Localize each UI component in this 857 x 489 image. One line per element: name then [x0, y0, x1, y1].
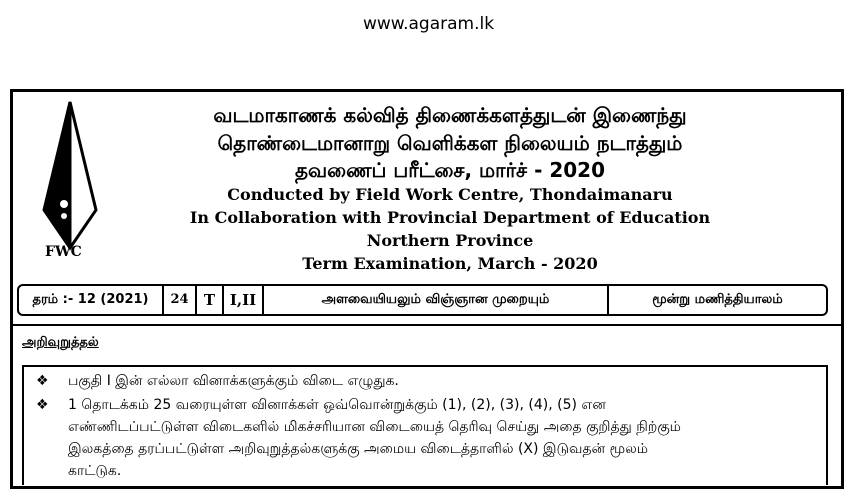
grade-cell: தரம் :- 12 (2021): [19, 286, 164, 314]
duration-cell: மூன்று மணித்தியாலம்: [652, 292, 783, 307]
site-url: www.agaram.lk: [362, 14, 495, 34]
header-tamil-line1: வடமாகாணக் கல்வித் திணைக்களத்துடன் இணைந்து: [213, 103, 687, 127]
header-english-line2: In Collaboration with Provincial Department of Education: [189, 208, 711, 227]
instruction-item-2-line-2: எண்ணிடப்பட்டுள்ள விடைகளில் மிகச்சரியான விடையைத் தெரிவு செய்து அதை குறித்து நிற்கும்: [68, 419, 681, 435]
subject-code-cell: 24: [164, 286, 197, 314]
instructions-title: அறிவுறுத்தல்: [22, 335, 99, 350]
instruction-item-2-line-1: 1 தொடக்கம் 25 வரையுள்ள வினாக்கள் ஒவ்வொன்றுக்கும் (1), (2), (3), (4), (5) என: [68, 397, 606, 413]
parts-cell: I,II: [224, 286, 264, 314]
instruction-item-1: பகுதி I இன் எல்லா வினாக்களுக்கும் விடை எழுதுக.: [68, 373, 399, 389]
header-tamil-line2: தொண்டைமானாறு வெளிக்கள நிலையம் நடாத்தும்: [217, 131, 683, 155]
section-divider: [13, 324, 841, 326]
header-english-line4: Term Examination, March - 2020: [302, 254, 598, 273]
bullet-icon: ❖: [36, 373, 49, 389]
instruction-item-2-line-3: இலகத்தை தரப்பட்டுள்ள அறிவுறுத்தல்களுக்கு அமைய விடைத்தாளில் (X) இடுவதன் மூலம்: [68, 441, 648, 457]
header-tamil-line3: தவணைப் பரீட்சை, மார்ச் - 2020: [294, 158, 606, 182]
header-english-line1: Conducted by Field Work Centre, Thondaimanaru: [227, 185, 673, 204]
logo-label: FWC: [45, 244, 82, 260]
header-english-line3: Northern Province: [366, 231, 534, 250]
type-cell: T: [197, 286, 224, 314]
fwc-pen-nib-logo-icon: [30, 100, 110, 265]
exam-info-band: [17, 284, 828, 316]
instruction-item-2-line-4: காட்டுக.: [68, 463, 122, 479]
subject-name-cell: அளவையியலும் விஞ்ஞான முறையும்: [264, 286, 609, 314]
bullet-icon: ❖: [36, 397, 49, 413]
